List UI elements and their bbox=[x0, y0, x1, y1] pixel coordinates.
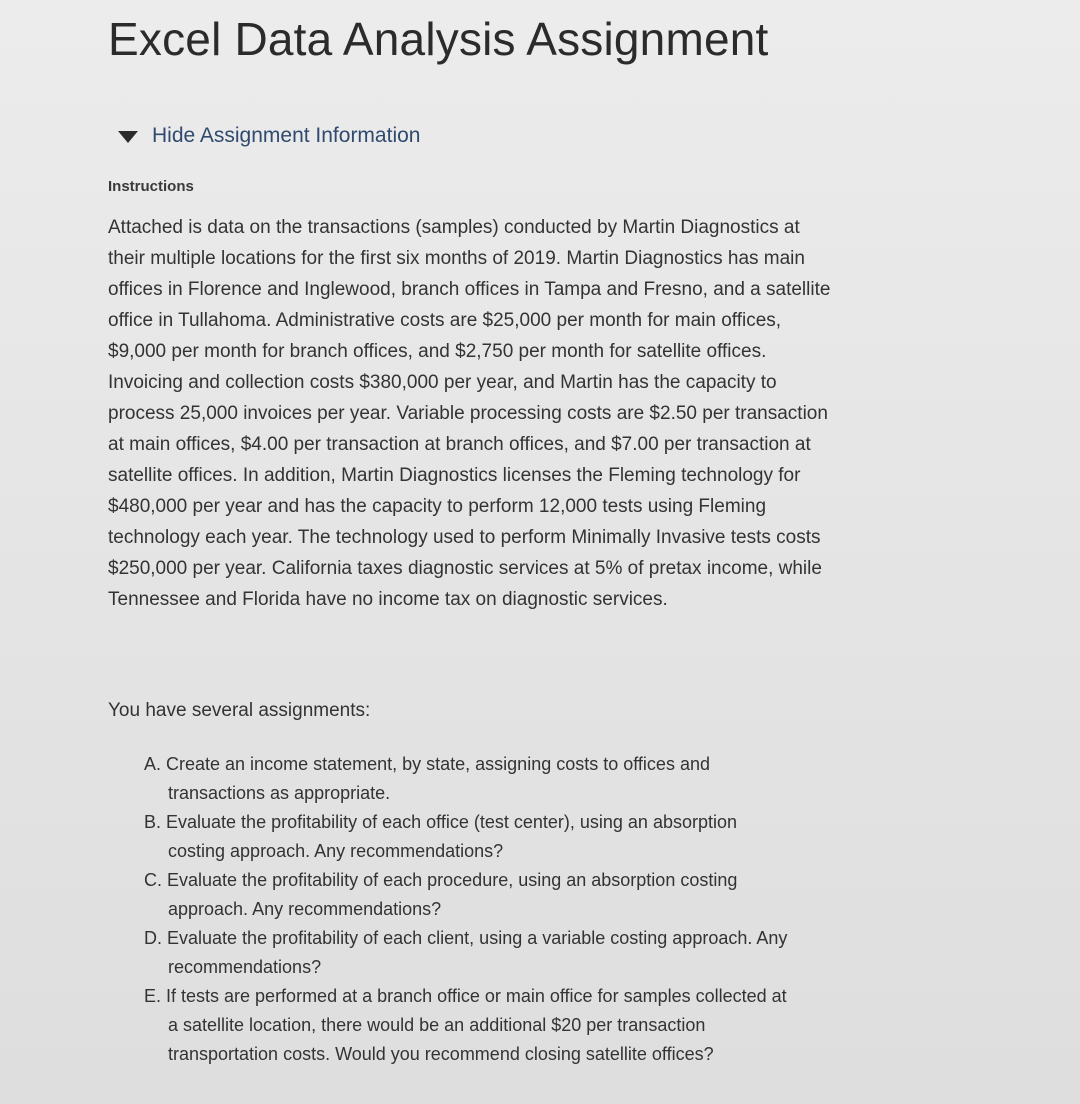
instructions-text bbox=[108, 212, 908, 615]
instructions-line: at main offices, $4.00 per transaction at branch offices, and $7.00 per transaction at bbox=[108, 434, 811, 455]
assignment-item-a bbox=[144, 750, 904, 808]
instructions-line: Attached is data on the transactions (samples) conducted by Martin Diagnostics at bbox=[108, 217, 800, 238]
instructions-line: $9,000 per month for branch offices, and $2,750 per month for satellite offices. bbox=[108, 341, 767, 362]
assignment-item-text: E. If tests are performed at a branch office or main office for samples collected at bbox=[144, 986, 787, 1006]
instructions-line: their multiple locations for the first six months of 2019. Martin Diagnostics has main bbox=[108, 248, 805, 269]
instructions-line: satellite offices. In addition, Martin Diagnostics licenses the Fleming technology for bbox=[108, 465, 801, 486]
assignment-item-e bbox=[144, 982, 904, 1069]
assignment-item-text-cont: transactions as appropriate. bbox=[168, 783, 391, 803]
page-title: Excel Data Analysis Assignment bbox=[108, 13, 769, 65]
assignment-item-text-cont: costing approach. Any recommendations? bbox=[168, 841, 504, 861]
assignment-item-text-cont: recommendations? bbox=[168, 957, 322, 977]
instructions-line: technology each year. The technology used to perform Minimally Invasive tests costs bbox=[108, 527, 821, 548]
toggle-label: Hide Assignment Information bbox=[152, 124, 421, 147]
assignment-item-text-cont: transportation costs. Would you recommend closing satellite offices? bbox=[168, 1044, 714, 1064]
assignment-item-text: A. Create an income statement, by state, assigning costs to offices and bbox=[144, 754, 710, 774]
assignment-item-text: B. Evaluate the profitability of each office (test center), using an absorption bbox=[144, 812, 738, 832]
assignment-item-text: D. Evaluate the profitability of each client, using a variable costing approach. Any bbox=[144, 928, 788, 948]
assignment-item-text: C. Evaluate the profitability of each procedure, using an absorption costing bbox=[144, 870, 738, 890]
hide-assignment-info-toggle[interactable] bbox=[118, 124, 420, 148]
caret-down-icon bbox=[118, 131, 138, 143]
instructions-line: process 25,000 invoices per year. Variable processing costs are $2.50 per transaction bbox=[108, 403, 828, 424]
assignment-item-c bbox=[144, 866, 904, 924]
instructions-line: $250,000 per year. California taxes diagnostic services at 5% of pretax income, while bbox=[108, 558, 822, 579]
assignment-item-d bbox=[144, 924, 904, 982]
instructions-line: Invoicing and collection costs $380,000 per year, and Martin has the capacity to bbox=[108, 372, 777, 393]
assignments-intro: You have several assignments: bbox=[108, 700, 371, 721]
assignments-list bbox=[144, 750, 904, 1069]
instructions-heading: Instructions bbox=[108, 178, 194, 195]
instructions-line: office in Tullahoma. Administrative costs are $25,000 per month for main offices, bbox=[108, 310, 782, 331]
assignment-item-b bbox=[144, 808, 904, 866]
assignment-item-text-cont: a satellite location, there would be an additional $20 per transaction bbox=[168, 1015, 706, 1035]
instructions-line: offices in Florence and Inglewood, branch offices in Tampa and Fresno, and a satellite bbox=[108, 279, 831, 300]
instructions-line: Tennessee and Florida have no income tax on diagnostic services. bbox=[108, 589, 668, 610]
assignment-item-text-cont: approach. Any recommendations? bbox=[168, 899, 442, 919]
instructions-line: $480,000 per year and has the capacity to perform 12,000 tests using Fleming bbox=[108, 496, 767, 517]
